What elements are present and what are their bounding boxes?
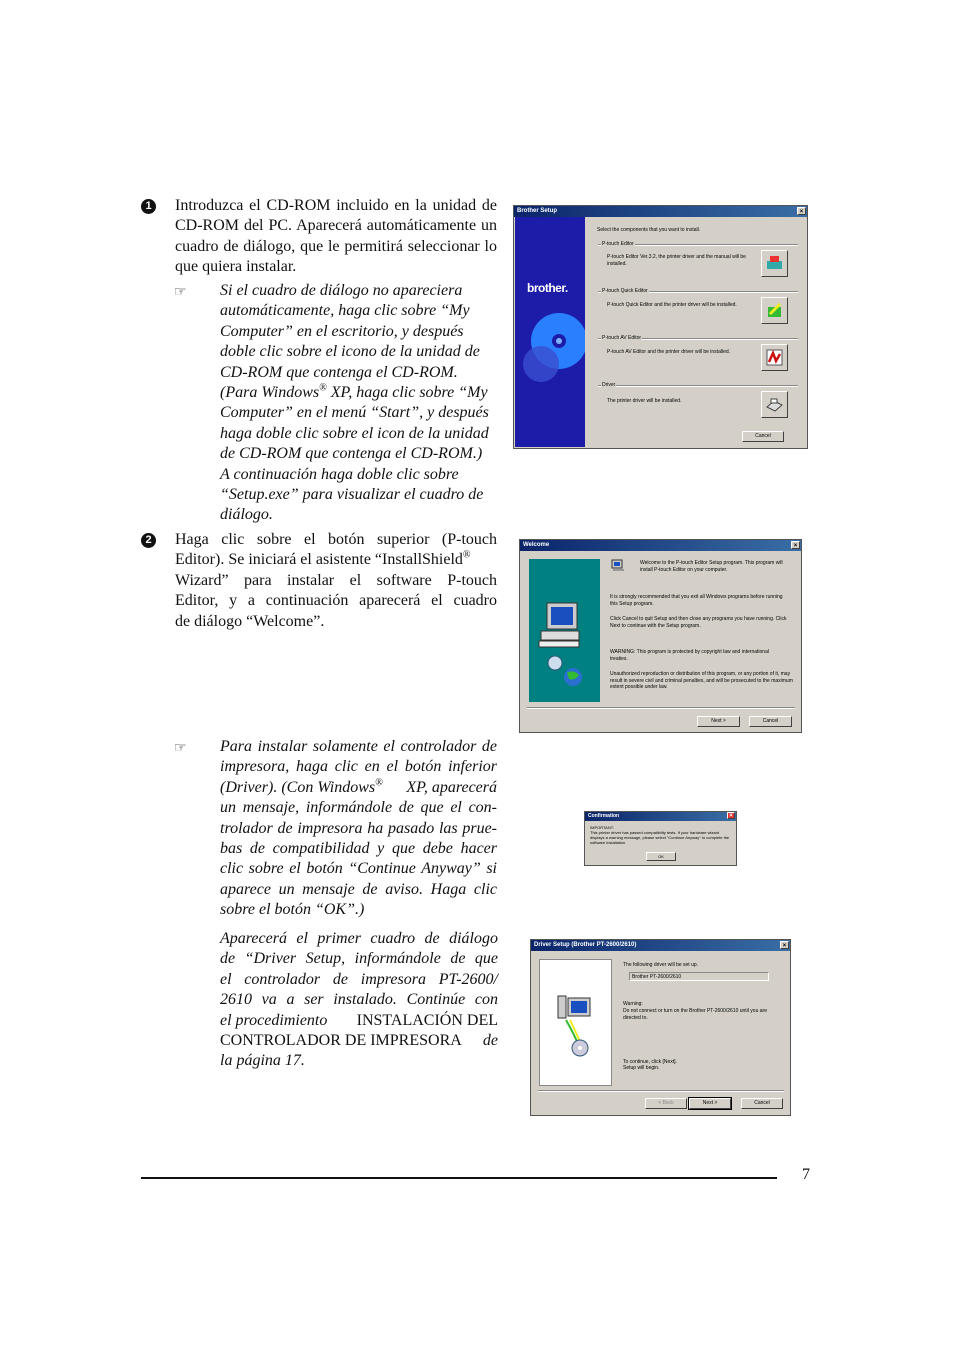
step-2-line: Wizard” para instalar el software P-touch [175, 571, 497, 589]
para-text: INSTALACIÓN DEL [356, 1011, 498, 1029]
cd-disc-icon [523, 309, 585, 387]
note-icon: ☞ [174, 741, 187, 756]
printer-icon [762, 392, 787, 417]
brand-panel [515, 217, 585, 447]
wizard-image-panel [539, 959, 612, 1086]
close-icon[interactable]: × [797, 207, 806, 215]
registered-mark: ® [462, 550, 471, 562]
step-2-line: Haga clic sobre el botón superior (P-touch [175, 531, 497, 548]
note-line: de CD-ROM que contenga el CD-ROM.) [220, 445, 483, 463]
note-text: (Para Windows [220, 384, 320, 402]
step-2-line: de diálogo “Welcome”. [175, 612, 325, 630]
note-line: clic sobre el botón “Continue Anyway” si [220, 860, 497, 878]
step-1-text: Introduzca el CD-ROM incluido en la unidad de CD-ROM del PC. Aparecerá automáticamente un cuadro de diálogo, que le permitirá seleccionar lo que quiera instalar. [175, 197, 497, 276]
ptouch-quick-editor-button[interactable] [761, 297, 788, 324]
step-2-line [175, 550, 497, 570]
para-text: el procedimiento [220, 1011, 328, 1029]
welcome-dialog [519, 539, 802, 733]
group-ptouch-quick-editor [598, 288, 798, 329]
dialog-title: Brother Setup [517, 208, 558, 214]
note-line: doble clic sobre el icono de la unidad de [220, 343, 480, 361]
cancel-button[interactable]: Cancel [749, 716, 792, 727]
note-line: CD-ROM que contenga el CD-ROM. [220, 363, 458, 381]
group-ptouch-editor [598, 241, 798, 282]
back-button[interactable]: < Back [645, 1098, 687, 1109]
para-text: CONTROLADOR DE IMPRESORA [220, 1032, 462, 1050]
group-text: P-touch Quick Editor and the printer driver will be installed. [607, 302, 737, 308]
para-line: la página 17. [220, 1052, 305, 1070]
group-text: The printer driver will be installed. [607, 398, 682, 404]
step-2-note [220, 737, 497, 921]
note-line: Si el cuadro de diálogo no apareciera [220, 282, 463, 299]
ptouch-editor-button[interactable] [761, 250, 788, 277]
note-text: XP, aparecerá [406, 778, 497, 796]
note-text: XP, haga clic sobre “My [330, 384, 488, 402]
cancel-button[interactable]: Cancel [741, 1098, 783, 1109]
confirmation-dialog [584, 811, 737, 866]
brother-logo: brother. [527, 281, 568, 295]
para-line: de “Driver Setup, informándole de que [220, 950, 498, 968]
para-line: Aparecerá el primer cuadro de diálogo [220, 930, 498, 947]
welcome-legal: Unauthorized reproduction or distribution of this program, or any portion of it, may result in severe civil and criminal penalties, and will be prosecuted to the maximum extent possible under law. [610, 671, 793, 690]
cancel-button[interactable]: Cancel [742, 431, 784, 442]
step-2-text-part: Editor). Se iniciará el asistente “InstallShield [175, 551, 463, 569]
step-2-line: Editor, y a continuación aparecerá el cuadro [175, 592, 497, 610]
confirmation-titlebar [585, 812, 736, 821]
note-line: impresora, haga clic en el botón inferior [220, 758, 497, 776]
setup-computer-icon [611, 559, 625, 572]
driver-setup-titlebar [531, 940, 790, 951]
brother-setup-dialog [513, 205, 808, 449]
next-button[interactable]: Next > [689, 1098, 731, 1109]
footer-rule [141, 1177, 777, 1179]
note-line: Para instalar solamente el controlador de [220, 738, 497, 755]
welcome-recommendation: It is strongly recommended that you exit all Windows programs before running this Setup program. [610, 594, 783, 607]
note-line [220, 383, 497, 403]
para-line: 2610 va a ser instalado. Continúe con [220, 991, 498, 1009]
ok-button[interactable]: OK [646, 852, 676, 861]
note-line: trolador de impresora ha pasado las prue- [220, 819, 497, 837]
continue-text: To continue, click [Next]. [623, 1059, 677, 1065]
warning-text: Do not connect or turn on the Brother PT-2600/2610 until you are directed to. [623, 1008, 767, 1021]
close-icon[interactable]: × [780, 941, 789, 949]
driver-button[interactable] [761, 391, 788, 418]
note-line: bas de compatibilidad y que debe hacer [220, 840, 497, 858]
group-text: P-touch Editor Ver.3.2, the printer driver and the manual will be installed. [607, 254, 746, 267]
step-2-text [175, 530, 497, 632]
welcome-intro: Welcome to the P-touch Editor Setup program. This program will install P-touch Editor on your computer. [640, 560, 783, 573]
step-1-marker: 1 [141, 199, 156, 214]
brother-setup-titlebar [514, 206, 807, 217]
warning-heading: Warning: [623, 1001, 643, 1007]
note-line: haga doble clic sobre el icon de la unidad [220, 424, 489, 442]
wizard-image-panel [529, 559, 600, 702]
dialog-title: Confirmation [588, 813, 620, 819]
registered-mark: ® [375, 777, 383, 789]
para-line: el controlador de impresora PT-2600/ [220, 970, 498, 988]
note-line: Computer” en el menú “Start”, y después [220, 404, 489, 422]
note-line: aparece un mensaje de aviso. Haga clic [220, 880, 497, 898]
driver-setup-dialog [530, 939, 791, 1116]
close-icon[interactable]: × [727, 812, 735, 819]
confirmation-text: This printer driver has passed compatibility tests. If your hardware wizard displays a warning message, please select "Continue Anyway" to complete the software installation. [590, 830, 730, 845]
group-text: P-touch AV Editor and the printer driver will be installed. [607, 349, 731, 355]
quick-editor-icon [762, 298, 787, 323]
group-label: P-touch Quick Editor [602, 288, 648, 294]
registered-mark: ® [319, 382, 327, 394]
group-label: P-touch Editor [602, 241, 634, 247]
dialog-title: Welcome [523, 542, 550, 548]
prompt-text: Select the components that you want to install. [597, 227, 701, 233]
para-text: de [482, 1032, 498, 1050]
driver-setup-intro: The following driver will be set up. [623, 962, 699, 968]
divider [538, 1090, 784, 1092]
note-line: A continuación haga doble clic sobre [220, 465, 459, 483]
dialog-title: Driver Setup (Brother PT-2600/2610) [534, 942, 637, 948]
group-ptouch-av-editor [598, 335, 798, 376]
step-1-note [220, 281, 497, 526]
welcome-instructions: Click Cancel to quit Setup and then close any programs you have running. Click Next to continue with the Setup program. [610, 616, 787, 629]
group-label: P-touch AV Editor [602, 335, 642, 341]
group-label: Driver [602, 382, 616, 388]
setup-begin-text: Setup will begin. [623, 1065, 660, 1071]
step-2-marker: 2 [141, 533, 156, 548]
para-line [220, 1011, 498, 1031]
note-line: un mensaje, informándole de que el con- [220, 799, 497, 817]
close-icon[interactable]: × [791, 541, 800, 549]
group-driver [598, 382, 798, 423]
note-line: “Setup.exe” para visualizar el cuadro de [220, 486, 484, 504]
page-number: 7 [802, 1166, 810, 1183]
computer-cd-icon [540, 960, 611, 1085]
divider [527, 707, 795, 709]
driver-name-field: Brother PT-2600/2610 [629, 972, 769, 981]
confirmation-heading: IMPORTANT: [590, 825, 614, 830]
note-line: sobre el botón “OK”.) [220, 901, 365, 919]
para-line [220, 1031, 498, 1051]
note-icon: ☞ [174, 285, 187, 300]
note-line [220, 778, 497, 798]
note-line: Computer” en el escritorio, y después [220, 322, 464, 340]
printer-label-icon [762, 251, 787, 276]
note-line: automáticamente, haga clic sobre “My [220, 302, 470, 320]
ptouch-av-editor-button[interactable] [761, 344, 788, 371]
note-line: diálogo. [220, 506, 273, 524]
driver-setup-paragraph [220, 929, 498, 1072]
av-editor-icon [762, 345, 787, 370]
welcome-titlebar [520, 540, 801, 551]
next-button[interactable]: Next > [697, 716, 740, 727]
note-text: (Driver). (Con Windows [220, 778, 376, 796]
computer-cd-icon [529, 559, 600, 702]
welcome-warning: WARNING: This program is protected by copyright law and international treaties. [610, 649, 769, 662]
